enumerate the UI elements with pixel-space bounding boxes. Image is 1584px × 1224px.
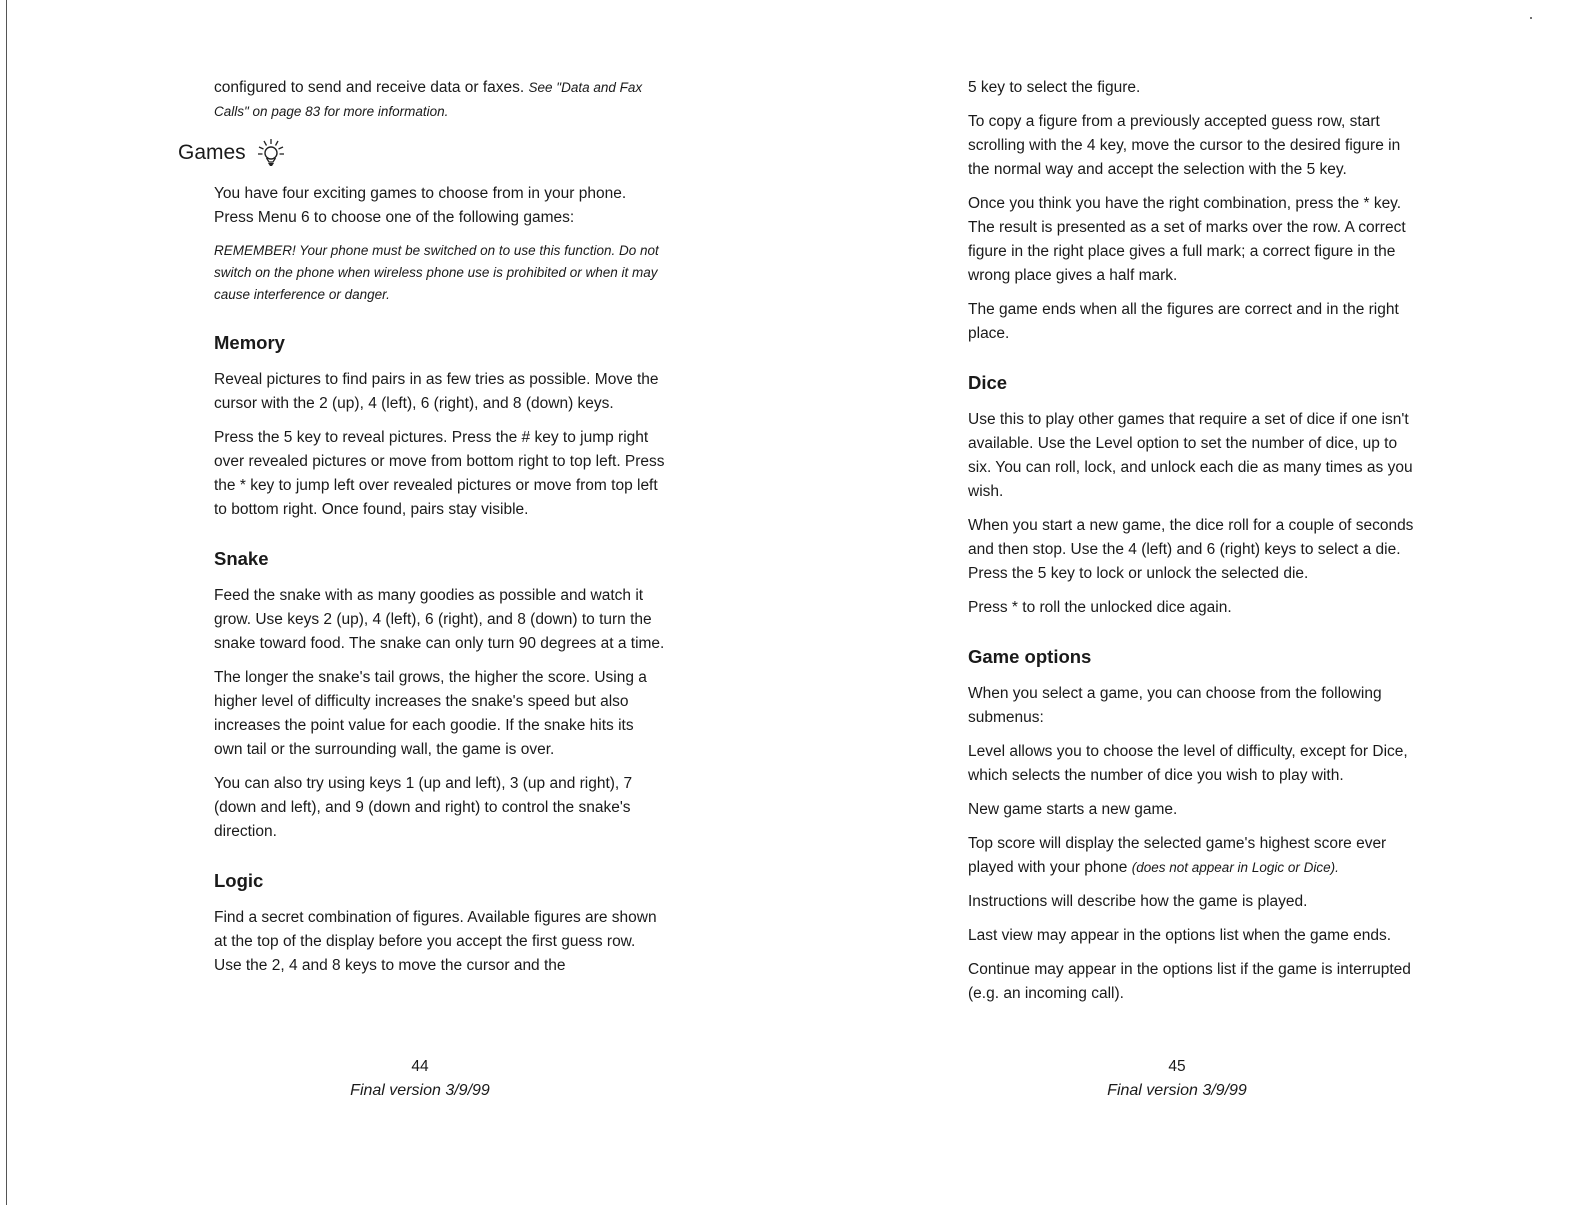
- left-column: [178, 76, 666, 988]
- version-left: Final version 3/9/99: [350, 1082, 490, 1099]
- memory-heading: Memory: [214, 332, 285, 353]
- dice-paragraph-2: When you start a new game, the dice roll for a couple of seconds and then stop. Use the 4 (left) and 6 (right) keys to select a die. Press the 5 key to lock or unlock the selected die.: [968, 517, 1414, 582]
- options-top-score: [968, 832, 1418, 880]
- logic-paragraph-1: Find a secret combination of figures. Available figures are shown at the top of the display before you accept the first guess row. Use the 2, 4 and 8 keys to move the cursor and the: [214, 909, 657, 974]
- options-last-view: Last view may appear in the options list when the game ends.: [968, 927, 1392, 944]
- logic-paragraph-3: Once you think you have the right combination, press the * key. The result is presented as a set of marks over the row. A correct figure in the right place gives a full mark; a correct figure in the wrong place gives a half mark.: [968, 195, 1406, 284]
- dice-heading: Dice: [968, 372, 1008, 393]
- options-instructions: Instructions will describe how the game is played.: [968, 893, 1308, 910]
- games-heading-text: Games: [178, 141, 246, 164]
- options-level: Level allows you to choose the level of difficulty, except for Dice, which selects the number of dice you wish to play with.: [968, 743, 1408, 784]
- dice-paragraph-1: Use this to play other games that require a set of dice if one isn't available. Use the Level option to set the number of dice, up to six. You can roll, lock, and unlock each die as many times as you wish.: [968, 411, 1413, 500]
- lightbulb-icon: [256, 138, 286, 168]
- logic-paragraph-1-cont: 5 key to select the figure.: [968, 79, 1141, 96]
- remember-note: REMEMBER! Your phone must be switched on to use this function. Do not switch on the phone when wireless phone use is prohibited or when it may cause interference or danger.: [214, 243, 659, 302]
- options-new-game: New game starts a new game.: [968, 801, 1178, 818]
- options-continue: Continue may appear in the options list if the game is interrupted (e.g. an incoming call).: [968, 961, 1411, 1002]
- options-top-score-text: Top score will display the selected game's highest score ever played with your phone: [968, 835, 1387, 876]
- logic-heading: Logic: [214, 870, 264, 891]
- dice-paragraph-3: Press * to roll the unlocked dice again.: [968, 599, 1232, 616]
- memory-paragraph-2: Press the 5 key to reveal pictures. Press the # key to jump right over revealed pictures or move from bottom right to top left. Press the * key to jump left over revealed pictures or move from top left to bottom right. Once found, pairs stay visible.: [214, 429, 665, 518]
- logic-paragraph-2: To copy a figure from a previously accepted guess row, start scrolling with the 4 key, move the cursor to the desired figure in the normal way and accept the selection with the 5 key.: [968, 113, 1401, 178]
- right-column: [968, 76, 1418, 1016]
- version-right: Final version 3/9/99: [1107, 1082, 1247, 1099]
- page-number-right: 45: [1168, 1058, 1186, 1075]
- memory-paragraph-1: Reveal pictures to find pairs in as few tries as possible. Move the cursor with the 2 (up), 4 (left), 6 (right), and 8 (down) keys.: [214, 371, 659, 412]
- snake-paragraph-3: You can also try using keys 1 (up and left), 3 (up and right), 7 (down and left), and 9 (down and right) to control the snake's direction.: [214, 775, 633, 840]
- snake-paragraph-2: The longer the snake's tail grows, the higher the score. Using a higher level of difficulty increases the snake's speed but also increases the point value for each goodie. If the snake hits its own tail or the surrounding wall, the game is over.: [214, 669, 647, 758]
- options-paragraph-1: When you select a game, you can choose from the following submenus:: [968, 685, 1382, 726]
- logic-paragraph-4: The game ends when all the figures are correct and in the right place.: [968, 301, 1399, 342]
- game-options-heading: Game options: [968, 646, 1092, 667]
- right-page: [792, 0, 1584, 1224]
- games-heading: [178, 138, 666, 168]
- intro-note: See "Data and Fax Calls" on page 83 for more information.: [214, 80, 643, 119]
- intro-text: configured to send and receive data or faxes.: [214, 79, 525, 96]
- intro-paragraph: [214, 76, 666, 124]
- page-number-left: 44: [411, 1058, 429, 1075]
- snake-paragraph-1: Feed the snake with as many goodies as possible and watch it grow. Use keys 2 (up), 4 (left), 6 (right), and 8 (down) to turn the snake toward food. The snake can only turn 90 degrees at a time.: [214, 587, 665, 652]
- games-intro: You have four exciting games to choose from in your phone. Press Menu 6 to choose one of the following games:: [214, 185, 627, 226]
- snake-heading: Snake: [214, 548, 269, 569]
- options-top-score-note: (does not appear in Logic or Dice).: [1131, 860, 1339, 875]
